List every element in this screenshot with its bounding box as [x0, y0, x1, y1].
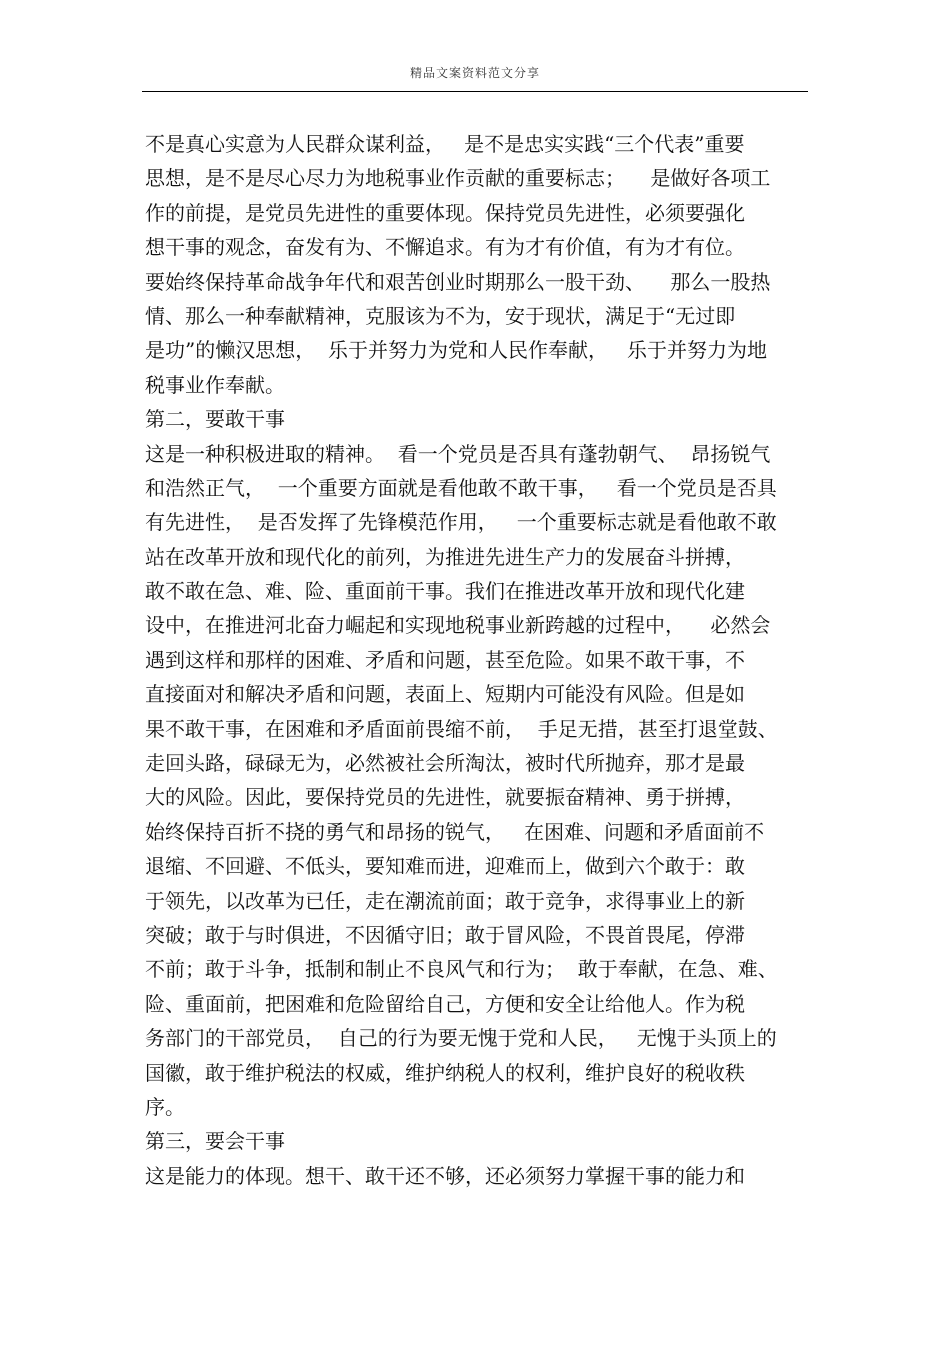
text-line: 不前；敢于斗争，抵制和制止不良风气和行为； 敢于奉献，在急、难、	[145, 957, 778, 982]
text-line: 不是真心实意为人民群众谋利益， 是不是忠实实践“三个代表”重要	[145, 132, 745, 156]
text-line: 走回头路，碌碌无为，必然被社会所淘汰，被时代所抛弃，那才是最	[145, 751, 745, 776]
text-line: 和浩然正气， 一个重要方面就是看他敢不敢干事， 看一个党员是否具	[145, 475, 777, 500]
text-line: 是功”的懒汉思想， 乐于并努力为党和人民作奉献， 乐于并努力为地	[145, 338, 768, 363]
text-line: 有先进性， 是否发挥了先锋模范作用， 一个重要标志就是看他敢不敢	[145, 510, 777, 535]
text-line: 始终保持百折不挠的勇气和昂扬的锐气， 在困难、问题和矛盾面前不	[145, 819, 765, 844]
text-line: 退缩、不回避、不低头，要知难而进，迎难而上，做到六个敢于：敢	[145, 854, 745, 879]
text-line: 序。	[145, 1094, 185, 1119]
text-line: 于领先，以改革为已任，走在潮流前面；敢于竞争，求得事业上的新	[145, 888, 745, 913]
text-line: 这是一种积极进取的精神。 看一个党员是否具有蓬勃朝气、 昂扬锐气	[145, 441, 771, 466]
text-line: 税事业作奉献。	[145, 372, 285, 397]
text-line: 突破；敢于与时俱进，不因循守旧；敢于冒风险，不畏首畏尾，停滞	[145, 922, 745, 947]
text-line: 思想，是不是尽心尽力为地税事业作贡献的重要标志； 是做好各项工	[145, 166, 771, 191]
text-line: 想干事的观念，奋发有为、不懈追求。有为才有价值，有为才有位。	[145, 235, 745, 260]
page-header-title: 精品文案资料范文分享	[409, 66, 540, 80]
text-line: 情、那么一种奉献精神，克服该为不为，安于现状，满足于“无过即	[145, 303, 736, 328]
document-body	[145, 127, 805, 1193]
text-line: 险、重面前，把困难和危险留给自己，方便和安全让给他人。作为税	[145, 991, 745, 1016]
text-line: 作的前提，是党员先进性的重要体现。保持党员先进性，必须要强化	[145, 200, 745, 225]
text-line: 设中，在推进河北奋力崛起和实现地税事业新跨越的过程中， 必然会	[145, 613, 771, 638]
text-line: 直接面对和解决矛盾和问题，表面上、短期内可能没有风险。但是如	[145, 682, 745, 707]
text-line: 果不敢干事，在困难和矛盾面前畏缩不前， 手足无措，甚至打退堂鼓、	[145, 716, 778, 741]
text-line: 第三，要会干事	[145, 1129, 285, 1154]
text-line: 大的风险。因此，要保持党员的先进性，就要振奋精神、勇于拼搏，	[145, 785, 745, 810]
text-line: 要始终保持革命战争年代和艰苦创业时期那么一股干劲、 那么一股热	[145, 269, 771, 294]
text-line: 敢不敢在急、难、险、重面前干事。我们在推进改革开放和现代化建	[145, 579, 745, 604]
text-line: 务部门的干部党员， 自己的行为要无愧于党和人民， 无愧于头顶上的	[145, 1026, 777, 1051]
text-line: 遇到这样和那样的困难、矛盾和问题，甚至危险。如果不敢干事，不	[145, 647, 745, 672]
text-line: 国徽，敢于维护税法的权威，维护纳税人的权利，维护良好的税收秩	[145, 1060, 745, 1085]
text-line: 这是能力的体现。想干、敢干还不够，还必须努力掌握干事的能力和	[145, 1163, 745, 1188]
text-line: 第二，要敢干事	[145, 407, 285, 432]
header-divider	[142, 91, 808, 92]
text-line: 站在改革开放和现代化的前列，为推进先进生产力的发展奋斗拼搏，	[145, 544, 745, 569]
